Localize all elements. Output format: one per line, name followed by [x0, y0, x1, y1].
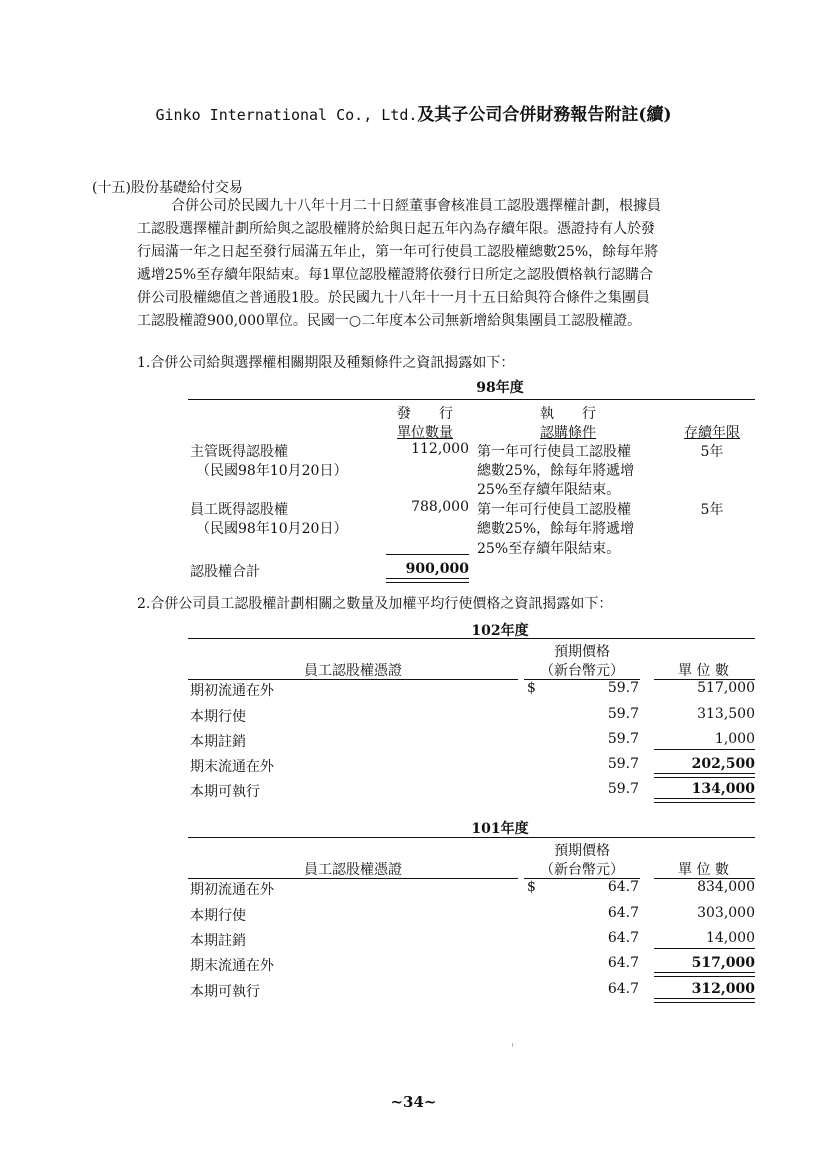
table1-col-units-l1: 發 行 [397, 406, 453, 422]
table3-row-price: 64.7 [607, 905, 639, 921]
paragraph-line: 工認股權證900,000單位。民國一○二年度本公司無新增給與集團員工認股權證。 [137, 313, 642, 329]
table2-row-label: 本期可執行 [190, 784, 260, 800]
table2-row-price: 59.7 [607, 706, 639, 722]
table2-row-price: 59.7 [607, 781, 639, 797]
paragraph-line: 合併公司於民國九十八年十月二十日經董事會核准員工認股選擇權計劃，根據員 [171, 198, 661, 214]
table2-double-rule [654, 773, 755, 778]
table2-row-units: 1,000 [714, 731, 755, 747]
section-paragraph [137, 195, 757, 333]
paragraph-line: 併公司股權總值之普通股1股。於民國九十八年十一月十五日給與符合條件之集團員 [137, 290, 650, 306]
table1-row-name: 主管既得認股權 [190, 444, 288, 460]
table3-row-units: 834,000 [697, 879, 755, 895]
table3-currency: $ [527, 879, 536, 895]
table3-row-units: 14,000 [706, 930, 755, 946]
table1-row-name: 員工既得認股權 [190, 502, 288, 518]
table1-year: 98年度 [476, 380, 524, 396]
table1-row-cond: 第一年可行使員工認股權 [477, 502, 631, 518]
table2-row-label: 期初流通在外 [190, 683, 274, 699]
table3-double-rule [654, 998, 755, 1003]
page-header [0, 100, 827, 125]
table3-col-price-l2: （新台幣元） [540, 862, 624, 878]
table2-row-units: 313,500 [697, 706, 755, 722]
table1-row-term: 5年 [700, 444, 724, 460]
table3-row-units: 517,000 [691, 955, 755, 971]
table2-row-price: 59.7 [607, 680, 639, 696]
paragraph-line: 工認股選擇權計劃所給與之認股權將於給與日起五年內為存續年限。憑證持有人於發 [137, 221, 655, 237]
item2-label: 2.合併公司員工認股權計劃相關之數量及加權平均行使價格之資訊揭露如下： [137, 596, 613, 612]
table2-row-label: 期末流通在外 [190, 759, 274, 775]
table3-col-price-l1: 預期價格 [554, 843, 610, 859]
table3-row-label: 本期可執行 [190, 984, 260, 1000]
table3-col-name: 員工認股權憑證 [304, 862, 402, 878]
table2-row-units: 202,500 [691, 756, 755, 772]
table2-row-units: 517,000 [697, 680, 755, 696]
table1-col-cond-l1: 執 行 [540, 406, 596, 422]
table1-row-cond: 25%至存續年限結束。 [477, 482, 621, 498]
table2-col-name: 員工認股權憑證 [304, 663, 402, 679]
table3-row-units: 312,000 [691, 981, 755, 997]
paragraph-line: 遞增25%至存續年限結束。每1單位認股權證將依發行日所定之認股價格執行認購合 [137, 267, 654, 283]
table3-top-rule [188, 837, 755, 838]
table2-double-rule [654, 798, 755, 803]
table1-row-date: （民國98年10月20日） [196, 463, 348, 479]
table2-col-price-l1: 預期價格 [554, 644, 610, 660]
table3-row-label: 本期行使 [190, 908, 246, 924]
table1-total-units: 900,000 [405, 561, 469, 577]
table1-col-cond-l2: 認購條件 [540, 425, 596, 441]
table1-row-term: 5年 [700, 502, 724, 518]
table1-top-rule [188, 399, 755, 400]
table2-row-label: 本期行使 [190, 709, 246, 725]
table2-year: 102年度 [471, 623, 529, 639]
table2-col-units: 單 位 數 [678, 663, 729, 679]
table3-col-units: 單 位 數 [678, 862, 729, 878]
table1-row-cond: 第一年可行使員工認股權 [477, 444, 631, 460]
table3-row-price: 64.7 [607, 879, 639, 895]
table1-row-cond: 25%至存續年限結束。 [477, 541, 621, 557]
table1-col-term: 存續年限 [684, 425, 740, 441]
scan-speck [512, 1043, 513, 1047]
table3-row-label: 期末流通在外 [190, 958, 274, 974]
table3-double-rule [654, 972, 755, 977]
page-number: ~34~ [390, 1093, 437, 1111]
table1-row-units: 112,000 [411, 441, 469, 457]
table3-row-price: 64.7 [607, 955, 639, 971]
table3-year: 101年度 [471, 821, 529, 837]
table2-row-price: 59.7 [607, 731, 639, 747]
section-heading: (十五)股份基礎給付交易 [92, 180, 243, 196]
table2-subtotal-rule [654, 749, 755, 750]
table2-row-price: 59.7 [607, 756, 639, 772]
table3-row-price: 64.7 [607, 930, 639, 946]
table1-total-label: 認股權合計 [190, 564, 260, 580]
paragraph-line: 行屆滿一年之日起至發行屆滿五年止，第一年可行使員工認股權總數25%，餘每年將 [137, 244, 659, 260]
table1-col-units-l2: 單位數量 [397, 425, 453, 441]
table1-row-cond: 總數25%，餘每年將遞增 [477, 463, 635, 479]
company-name-en: Ginko International Co., Ltd. [155, 106, 418, 124]
table1-row-cond: 總數25%，餘每年將遞增 [477, 521, 635, 537]
report-title: 及其子公司合併財務報告附註(續) [417, 105, 672, 125]
table3-row-label: 期初流通在外 [190, 882, 274, 898]
table1-row-date: （民國98年10月20日） [196, 521, 348, 537]
table1-total-double-rule [386, 578, 469, 583]
table3-row-price: 64.7 [607, 981, 639, 997]
table2-row-units: 134,000 [691, 781, 755, 797]
table2-top-rule [188, 638, 755, 639]
table3-subtotal-rule [654, 948, 755, 949]
item1-label: 1.合併公司給與選擇權相關期限及種類條件之資訊揭露如下： [137, 355, 515, 371]
table3-row-units: 303,000 [697, 905, 755, 921]
table1-row-units: 788,000 [411, 499, 469, 515]
table1-subtotal-rule [386, 554, 469, 555]
table3-row-label: 本期註銷 [190, 933, 246, 949]
table2-currency: $ [527, 680, 536, 696]
table2-col-price-l2: （新台幣元） [540, 663, 624, 679]
table2-row-label: 本期註銷 [190, 734, 246, 750]
